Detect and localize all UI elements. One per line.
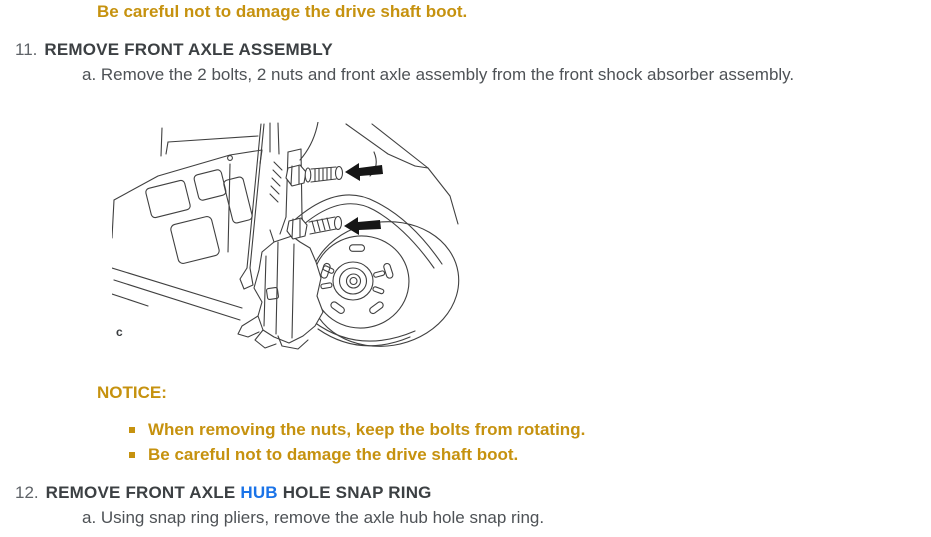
step-12-title-suffix: HOLE SNAP RING xyxy=(277,483,432,502)
step-11-title: REMOVE FRONT AXLE ASSEMBLY xyxy=(44,40,333,59)
upper-bolt xyxy=(286,165,343,186)
bullet-square-icon xyxy=(129,452,135,458)
lower-bolt xyxy=(287,217,342,240)
bullet-square-icon xyxy=(129,427,135,433)
callout-arrow-lower-bolt xyxy=(344,217,381,235)
step-11-number: 11. xyxy=(15,40,38,59)
figure-label: c xyxy=(116,325,123,339)
warning-text-top: Be careful not to damage the drive shaft boot. xyxy=(97,2,468,21)
brake-disc-rotor xyxy=(300,211,464,354)
step-12-title-prefix: REMOVE FRONT AXLE xyxy=(45,483,241,502)
step-12-number: 12. xyxy=(15,483,39,502)
notice-item-text: Be careful not to damage the drive shaft boot. xyxy=(148,445,519,464)
body-panel-lines xyxy=(112,128,262,320)
notice-label: NOTICE: xyxy=(97,383,167,402)
step-12-substep-a: a. Using snap ring pliers, remove the axle hub hole snap ring. xyxy=(82,508,545,527)
notice-item xyxy=(129,420,585,440)
hub-link[interactable]: HUB xyxy=(240,483,278,502)
callout-arrow-upper-bolt xyxy=(345,163,383,181)
step-12-heading xyxy=(15,483,432,503)
notice-item-text: When removing the nuts, keep the bolts from rotating. xyxy=(148,420,586,439)
axle-assembly-drawing xyxy=(112,122,464,354)
step-12-title xyxy=(46,483,432,502)
figure-front-axle-assembly xyxy=(112,122,464,354)
step-11-substep-a: a. Remove the 2 bolts, 2 nuts and front axle assembly from the front shock absorber assembly. xyxy=(82,65,795,84)
notice-list xyxy=(129,420,585,470)
notice-item xyxy=(129,445,585,465)
step-11-heading xyxy=(15,40,333,60)
